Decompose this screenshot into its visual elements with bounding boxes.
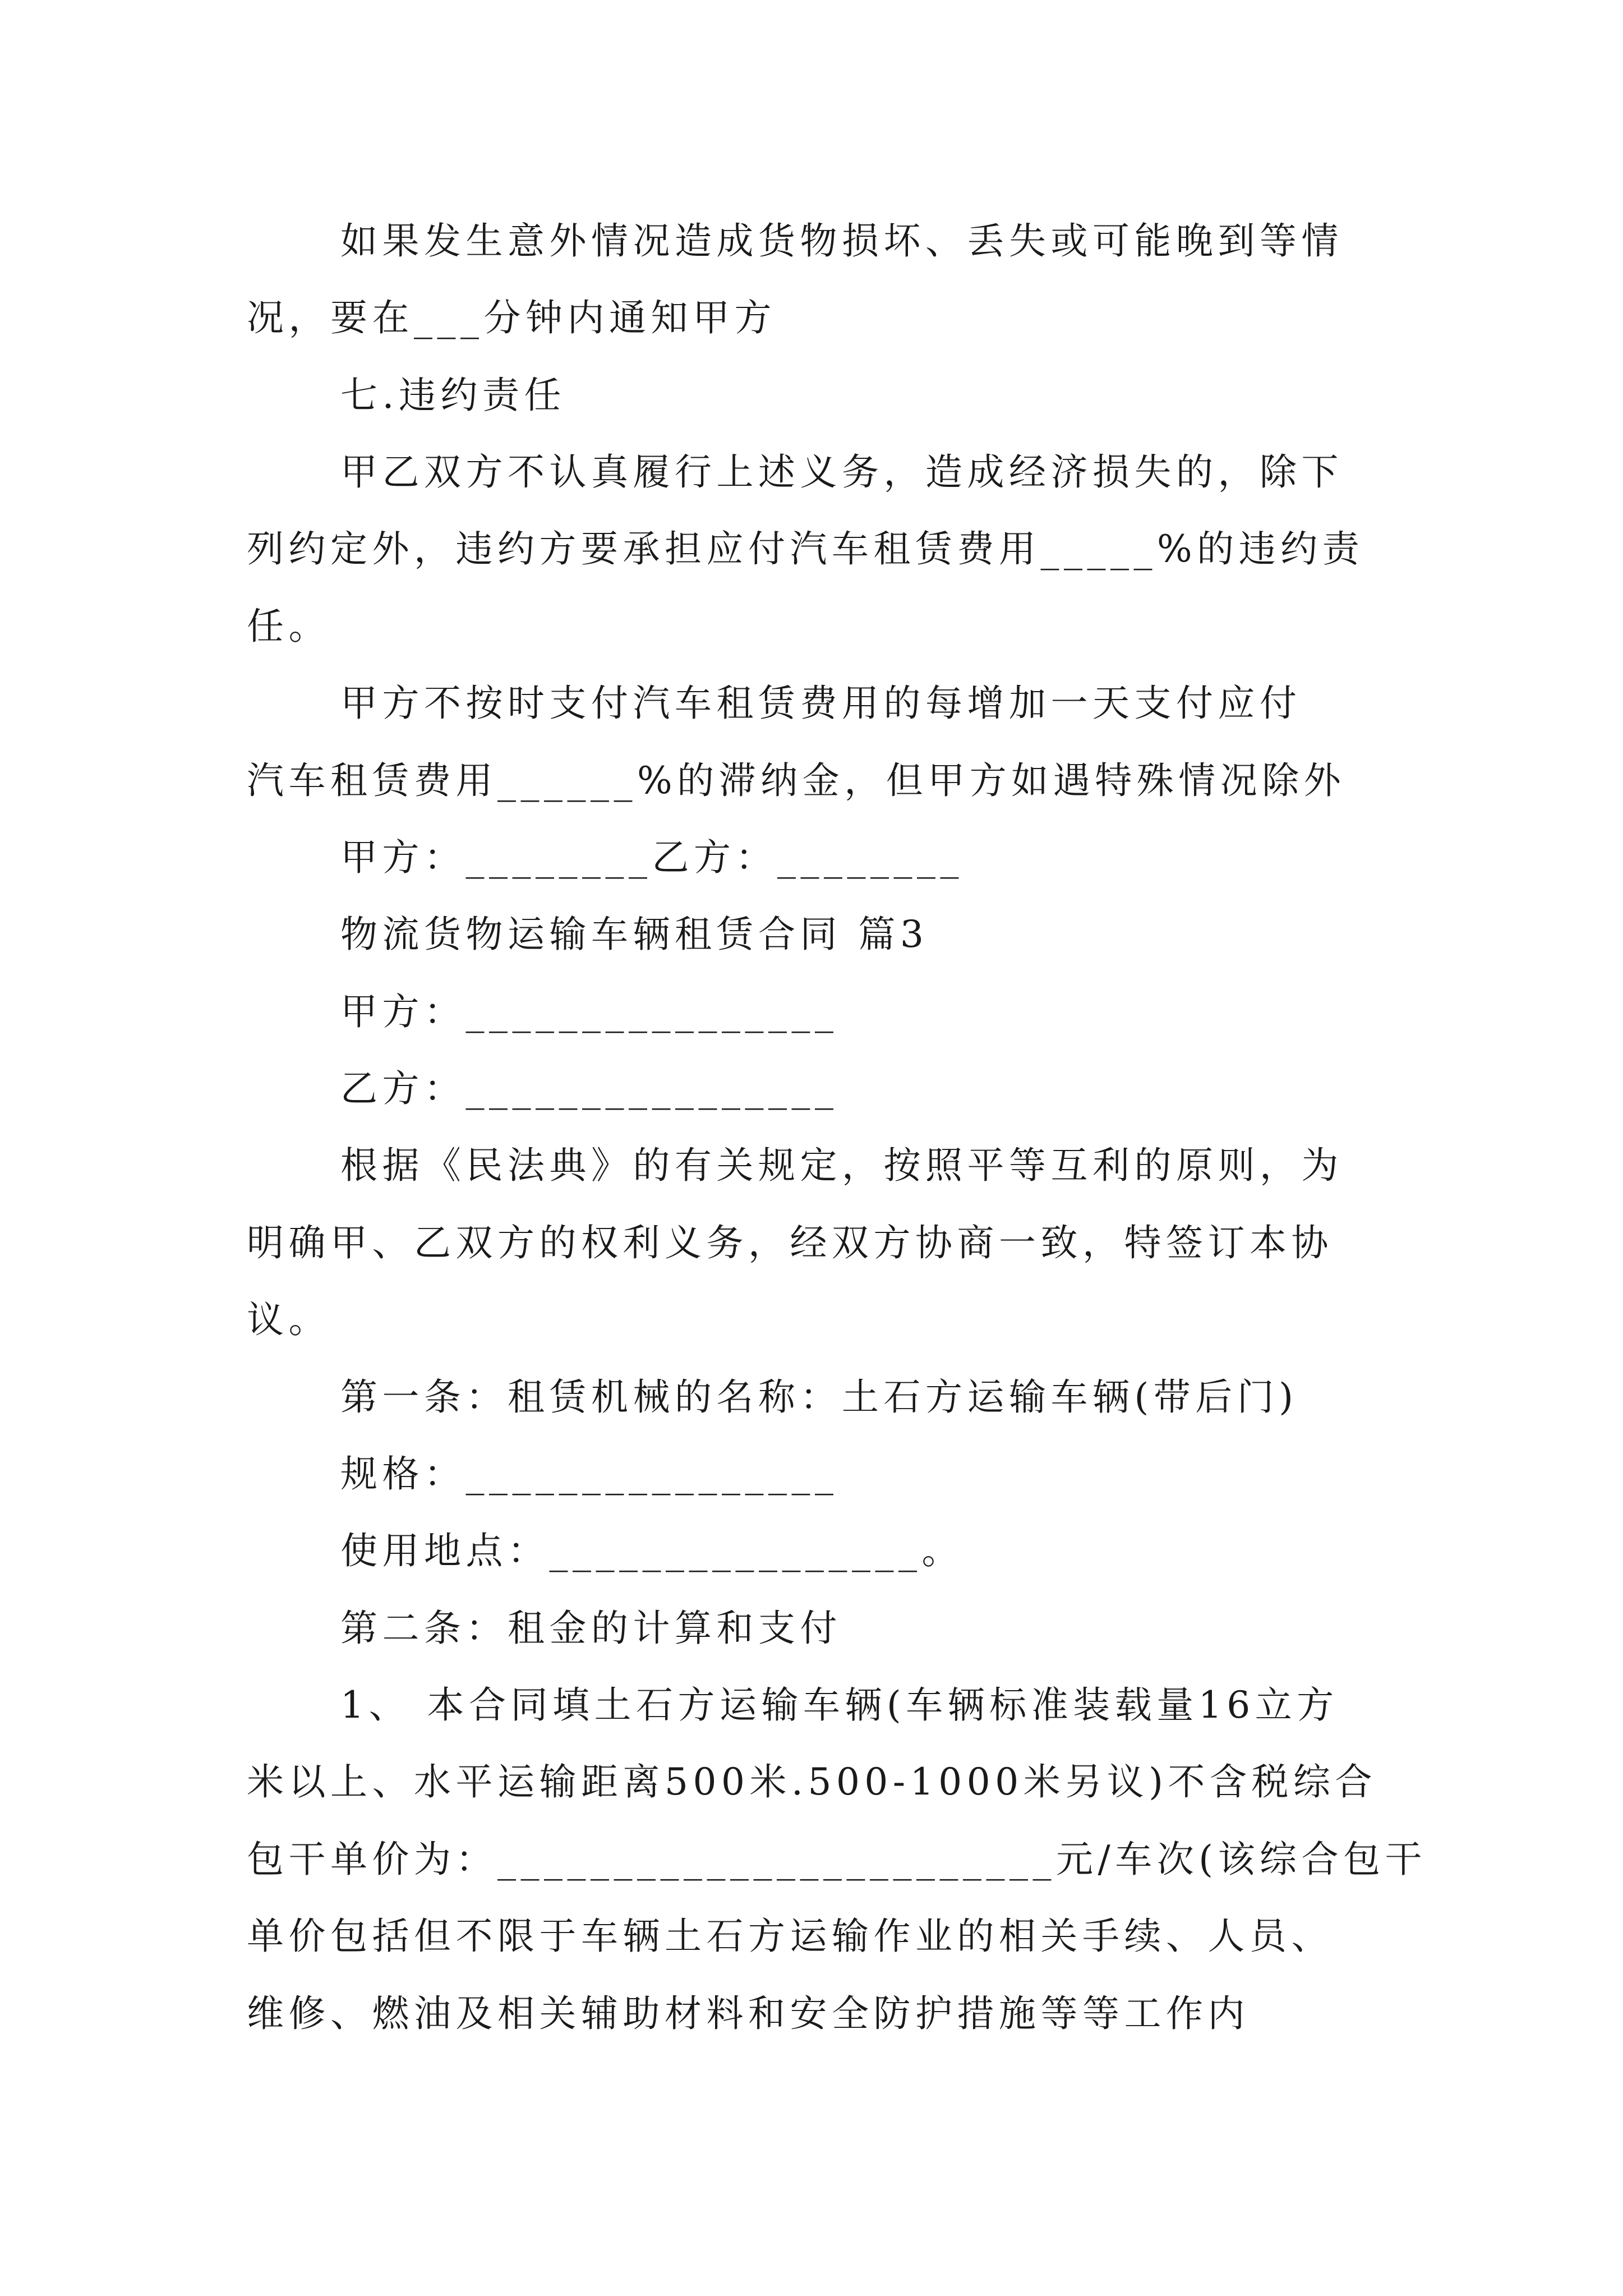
spec-line: 规格：________________ <box>340 1452 838 1496</box>
paragraph-line: 根据《民法典》的有关规定，按照平等互利的原则，为 <box>340 1144 1343 1187</box>
paragraph-line: 米以上、水平运输距离500米.500-1000米另议)不含税综合 <box>247 1760 1377 1803</box>
paragraph-line: 1、 本合同填土石方运输车辆(车辆标准装载量16立方 <box>340 1683 1339 1727</box>
document-title: 物流货物运输车辆租赁合同 篇3 <box>340 913 929 956</box>
paragraph-line: 况，要在___分钟内通知甲方 <box>247 296 776 339</box>
section-heading: 七.违约责任 <box>340 374 566 417</box>
paragraph-line: 甲乙双方不认真履行上述义务，造成经济损失的，除下 <box>340 450 1343 494</box>
paragraph-line: 任。 <box>247 605 330 648</box>
article-heading: 第二条：租金的计算和支付 <box>340 1607 842 1650</box>
paragraph-line: 列约定外，违约方要承担应付汽车租赁费用_____%的违约责 <box>247 527 1364 570</box>
party-b-line: 乙方：________________ <box>340 1067 838 1110</box>
paragraph-line: 明确甲、乙双方的权利义务，经双方协商一致，特签订本协 <box>247 1221 1333 1264</box>
paragraph-line: 汽车租赁费用______%的滞纳金，但甲方如遇特殊情况除外 <box>247 759 1346 802</box>
paragraph-line: 单价包括但不限于车辆土石方运输作业的相关手续、人员、 <box>247 1915 1333 1958</box>
article-heading: 第一条：租赁机械的名称：土石方运输车辆(带后门) <box>340 1375 1298 1419</box>
paragraph-line: 维修、燃油及相关辅助材料和安全防护措施等等工作内 <box>247 1992 1249 2035</box>
location-line: 使用地点：________________。 <box>340 1529 963 1572</box>
paragraph-line: 包干单价为：________________________元/车次(该综合包干 <box>247 1838 1427 1881</box>
signature-line: 甲方：________乙方：________ <box>340 836 963 879</box>
party-a-line: 甲方：________________ <box>340 990 838 1033</box>
paragraph-line: 议。 <box>247 1298 330 1341</box>
paragraph-line: 甲方不按时支付汽车租赁费用的每增加一天支付应付 <box>340 682 1302 725</box>
paragraph-line: 如果发生意外情况造成货物损坏、丢失或可能晚到等情 <box>340 219 1343 263</box>
